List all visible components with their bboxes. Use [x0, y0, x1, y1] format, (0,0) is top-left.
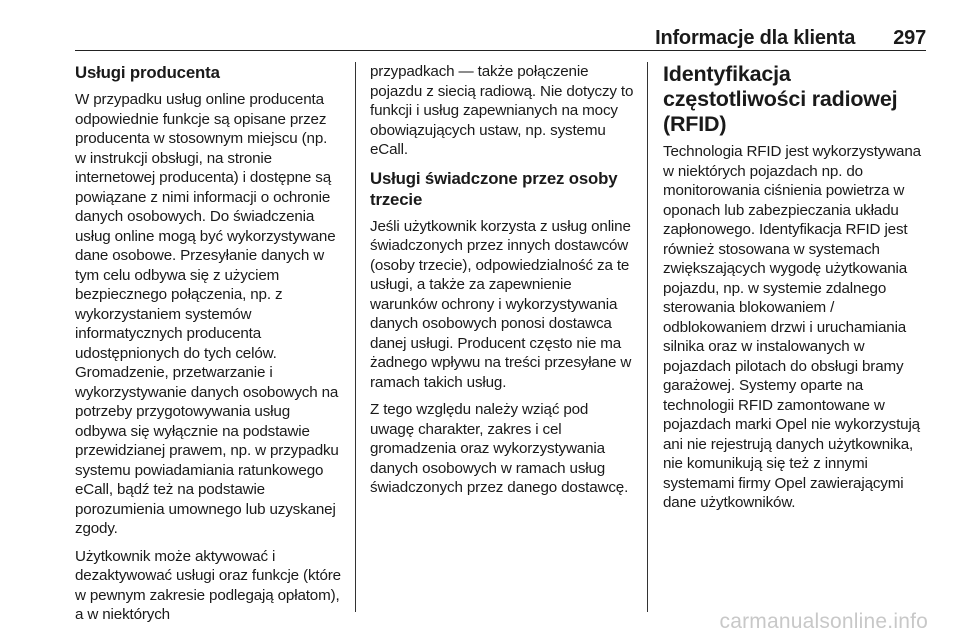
column-1	[75, 62, 341, 633]
section-heading-manufacturer-services: Usługi producenta	[75, 63, 220, 82]
paragraph: W przypadku usług online producenta odpowiednie funkcje są opisane przez producenta w stosownym miejscu (np. w instrukcji obsługi, na stronie internetowej producenta) i dostępne są powiązane z nimi informacji o ochronie danych osobowych. Do świadczenia usług online mogą być wykorzystywane dane osobowe. Przesyłanie danych w tym celu odbywa się z użyciem bezpiecznego połączenia, np. z wykorzystaniem systemów informatycznych producenta udostępnionych do tych celów. Gromadzenie, przetwarzanie i wykorzystywanie danych osobowych na potrzeby przygotowywania usług odbywa się wyłącznie na podstawie przewidzianej prawem, np. w przypadku systemu powiadamiania ratunkowego eCall, bądź też na podstawie porozumienia umownego lub uzyskanej zgody.	[75, 91, 339, 537]
section-heading-third-party-services: Usługi świadczone przez osoby trzecie	[370, 168, 618, 209]
paragraph: przypadkach — także połączenie pojazdu z siecią radiową. Nie dotyczy to funkcji i usług zapewnianych na mocy obowiązujących ustaw, np. systemu eCall.	[370, 63, 634, 158]
header-title: Informacje dla klienta	[655, 27, 856, 49]
column-2	[370, 62, 636, 506]
header-rule	[75, 50, 926, 51]
paragraph: Jeśli użytkownik korzysta z usług online świadczonych przez innych dostawców (osoby trzecie), odpowiedzialność za te usługi, a także za zapewnienie warunków ochrony i wykorzystywania danych osobowych ponosi dostawca danej usługi. Producent często nie ma żadnego wpływu na treści przesyłane w ramach takich usług.	[370, 217, 632, 391]
column-3	[663, 62, 926, 521]
page-header	[75, 28, 926, 50]
column-divider-1	[355, 62, 356, 612]
page-number: 297	[893, 27, 926, 49]
paragraph: Użytkownik może aktywować i dezaktywować usługi oraz funkcje (które w pewnym zakresie podlegają opłatom), a w niektórych	[75, 547, 341, 623]
column-divider-2	[647, 62, 648, 612]
paragraph: Technologia RFID jest wykorzystywana w niektórych pojazdach np. do monitorowania ciśnienia powietrza w oponach lub zabezpieczania układu zapłonowego. Identyfikacja RFID jest również stosowana w systemach zwiększających wygodę użytkowania pojazdu, np. w systemie zdalnego sterowania blokowaniem / odblokowaniem drzwi i uruchamiania silnika oraz w instalowanych w pojazdach pilotach do obsługi bramy garażowej. Systemy oparte na technologii RFID zamontowane w pojazdach marki Opel nie wykorzystują ani nie rejestrują danych użytkownika, nie komunikują się też z innymi systemami firmy Opel zawierającymi dane użytkowników.	[663, 143, 921, 511]
watermark: carmanualsonline.info	[719, 610, 928, 633]
paragraph: Z tego względu należy wziąć pod uwagę charakter, zakres i cel gromadzenia oraz wykorzystywania danych osobowych w ramach usług świadczonych przez danego dostawcę.	[370, 401, 629, 496]
section-heading-rfid: Identyfikacja częstotliwości radiowej (RFID)	[663, 62, 898, 136]
